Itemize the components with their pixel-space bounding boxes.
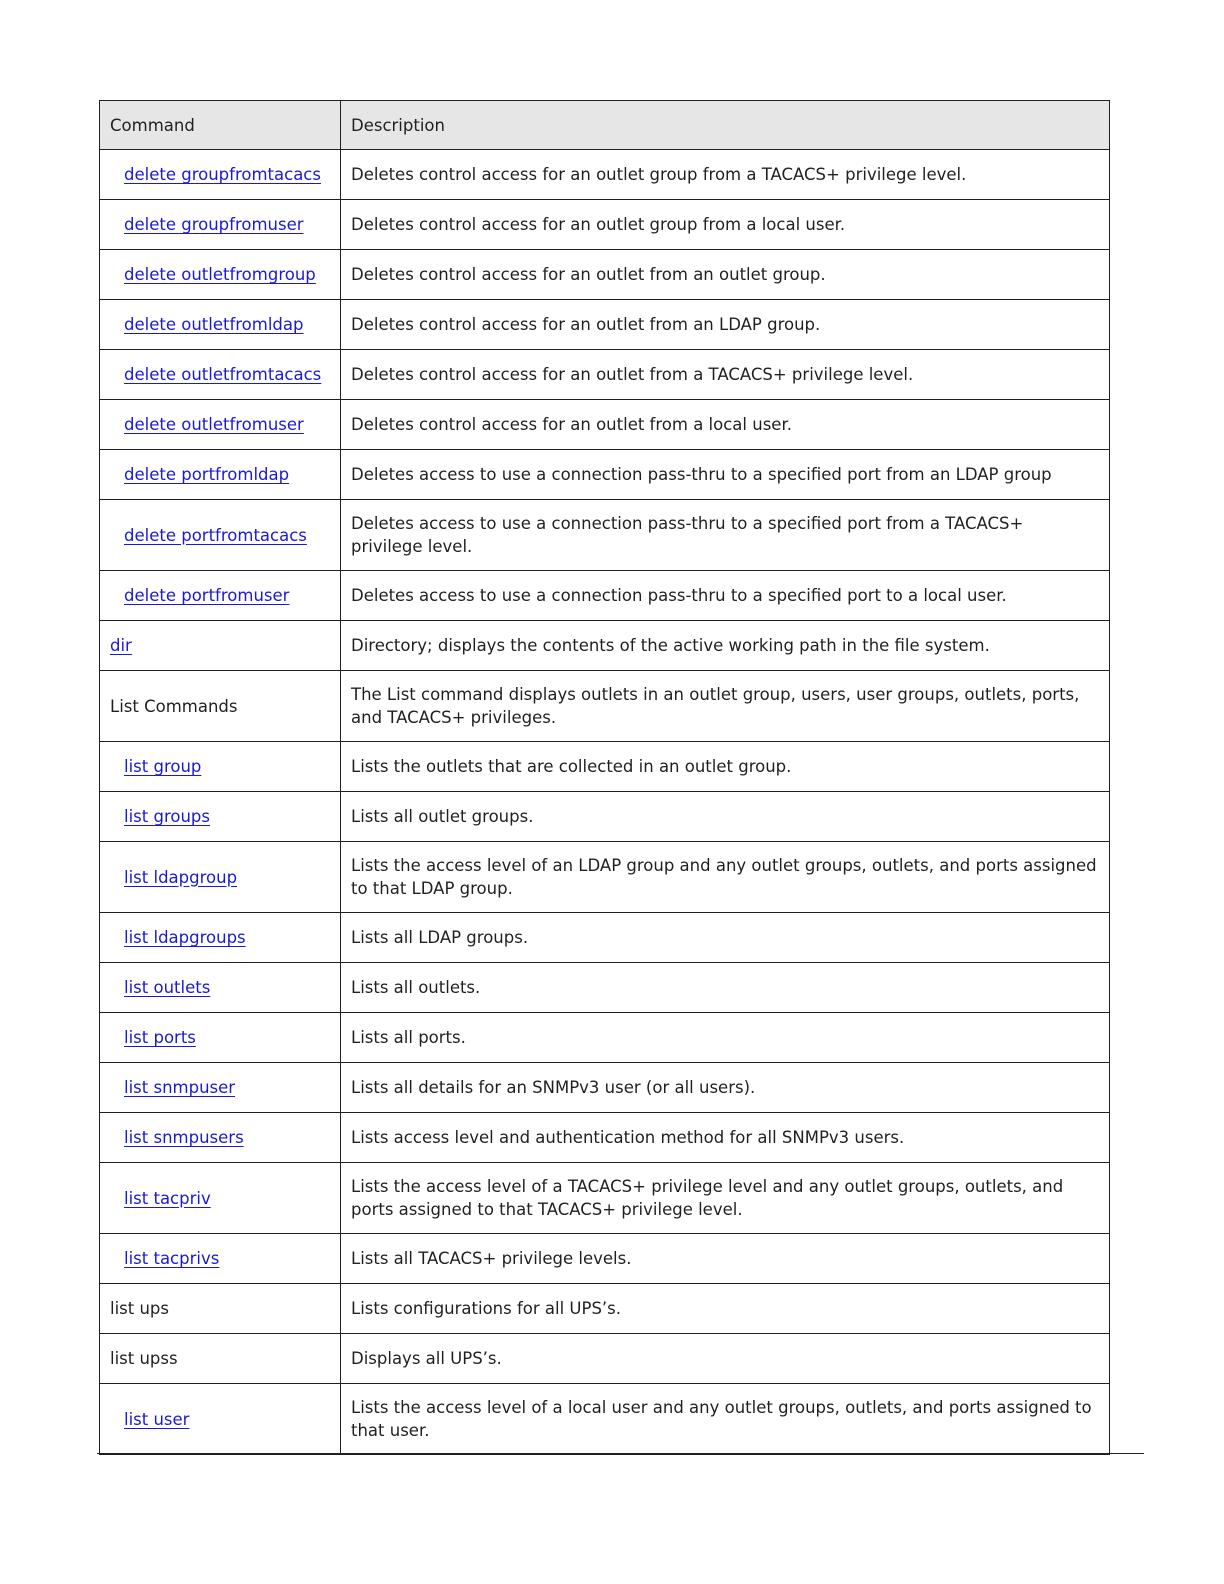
command-cell: [100, 500, 341, 571]
command-link[interactable]: list group: [124, 757, 202, 776]
description-cell: Lists the access level of a local user and any outlet groups, outlets, and ports assigned to that user.: [341, 1384, 1110, 1455]
command-link[interactable]: list snmpuser: [124, 1078, 236, 1097]
command-indent: [110, 926, 246, 949]
description-cell: Deletes control access for an outlet group from a TACACS+ privilege level.: [341, 150, 1110, 200]
command-indent: [110, 755, 201, 778]
command-indent: [110, 1187, 211, 1210]
command-cell: [100, 1334, 341, 1384]
command-indent: [110, 1408, 189, 1431]
command-link[interactable]: delete portfromldap: [124, 465, 290, 484]
command-link[interactable]: delete groupfromtacacs: [124, 165, 321, 184]
command-indent: [110, 163, 321, 186]
section-description: The List command displays outlets in an outlet group, users, user groups, outlets, ports, and TACACS+ privileges.: [341, 671, 1110, 742]
table-row: [100, 450, 1110, 500]
command-link[interactable]: list outlets: [124, 978, 211, 997]
description-cell: Lists access level and authentication method for all SNMPv3 users.: [341, 1113, 1110, 1163]
command-cell: [100, 1234, 341, 1284]
description-cell: Lists all details for an SNMPv3 user (or all users).: [341, 1063, 1110, 1113]
description-cell: Displays all UPS’s.: [341, 1334, 1110, 1384]
table-row: [100, 1384, 1110, 1455]
command-cell: [100, 250, 341, 300]
table-row: [100, 350, 1110, 400]
command-link[interactable]: list user: [124, 1409, 190, 1429]
description-cell: Deletes control access for an outlet group from a local user.: [341, 200, 1110, 250]
command-cell: [100, 792, 341, 842]
description-cell: Lists all TACACS+ privilege levels.: [341, 1234, 1110, 1284]
command-text: list ups: [110, 1299, 170, 1318]
table-row: [100, 200, 1110, 250]
description-cell: Lists all LDAP groups.: [341, 913, 1110, 963]
table-row: [100, 1063, 1110, 1113]
command-cell: [100, 913, 341, 963]
command-link[interactable]: list groups: [124, 807, 210, 826]
table-row: [100, 300, 1110, 350]
description-column-header: Description: [341, 101, 1110, 150]
command-table: [99, 100, 1110, 1455]
command-cell: [100, 571, 341, 621]
command-indent: [110, 584, 289, 607]
table-row: [100, 792, 1110, 842]
command-indent: [110, 1126, 244, 1149]
description-cell: Deletes access to use a connection pass-thru to a specified port from a TACACS+ privilege level.: [341, 500, 1110, 571]
description-cell: Directory; displays the contents of the active working path in the file system.: [341, 621, 1110, 671]
description-cell: Lists all outlets.: [341, 963, 1110, 1013]
command-cell: [100, 742, 341, 792]
command-cell: [100, 1284, 341, 1334]
table-row: [100, 842, 1110, 913]
footer-rule: [97, 1453, 1144, 1454]
table-row: [100, 742, 1110, 792]
command-indent: [110, 363, 321, 386]
command-link[interactable]: delete outletfromldap: [124, 315, 304, 334]
command-link[interactable]: list ports: [124, 1028, 196, 1047]
section-title: List Commands: [110, 696, 238, 716]
table-row: [100, 1284, 1110, 1334]
command-indent: [110, 413, 304, 436]
command-link[interactable]: list ldapgroup: [124, 867, 238, 887]
command-link[interactable]: list snmpusers: [124, 1128, 244, 1147]
table-row: [100, 250, 1110, 300]
command-cell: [100, 1384, 341, 1455]
table-row: [100, 1113, 1110, 1163]
command-column-header: Command: [100, 101, 341, 150]
command-text: list upss: [110, 1349, 178, 1368]
command-indent: [110, 524, 307, 547]
command-cell: [100, 1013, 341, 1063]
description-cell: Deletes control access for an outlet from an outlet group.: [341, 250, 1110, 300]
command-indent: [110, 263, 316, 286]
table-row: [100, 1234, 1110, 1284]
command-cell: [100, 1113, 341, 1163]
table-row: [100, 963, 1110, 1013]
table-row: [100, 913, 1110, 963]
description-cell: Lists configurations for all UPS’s.: [341, 1284, 1110, 1334]
command-cell: [100, 450, 341, 500]
table-row: [100, 621, 1110, 671]
command-link[interactable]: list ldapgroups: [124, 928, 246, 947]
command-indent: [110, 463, 289, 486]
command-link[interactable]: delete groupfromuser: [124, 215, 304, 234]
command-cell: [100, 350, 341, 400]
command-indent: [110, 1247, 219, 1270]
table-row: [100, 150, 1110, 200]
command-link[interactable]: list tacpriv: [124, 1188, 211, 1208]
description-cell: Deletes control access for an outlet from an LDAP group.: [341, 300, 1110, 350]
command-link[interactable]: delete outletfromtacacs: [124, 365, 322, 384]
command-indent: [110, 1026, 196, 1049]
command-indent: [110, 213, 304, 236]
command-indent: [110, 976, 210, 999]
description-cell: Lists the access level of an LDAP group and any outlet groups, outlets, and ports assigned to that LDAP group.: [341, 842, 1110, 913]
command-cell: [100, 671, 341, 742]
table-row: [100, 1013, 1110, 1063]
table-body: [100, 150, 1110, 1455]
command-cell: [100, 621, 341, 671]
section-header-row: [100, 671, 1110, 742]
command-cell: [100, 1063, 341, 1113]
table-row: [100, 1334, 1110, 1384]
command-cell: [100, 1163, 341, 1234]
description-cell: Deletes control access for an outlet from a local user.: [341, 400, 1110, 450]
command-link[interactable]: delete portfromuser: [124, 586, 290, 605]
description-cell: Deletes access to use a connection pass-thru to a specified port from an LDAP group: [341, 450, 1110, 500]
command-link[interactable]: list tacprivs: [124, 1249, 220, 1268]
table-row: [100, 571, 1110, 621]
table-row: [100, 1163, 1110, 1234]
command-link[interactable]: delete outletfromuser: [124, 415, 304, 434]
description-cell: Lists the outlets that are collected in an outlet group.: [341, 742, 1110, 792]
description-cell: Lists the access level of a TACACS+ privilege level and any outlet groups, outlets, and ports assigned to that TACACS+ privilege level.: [341, 1163, 1110, 1234]
command-indent: [110, 1076, 235, 1099]
table-row: [100, 500, 1110, 571]
table-header-row: [100, 101, 1110, 150]
command-indent: [110, 866, 237, 889]
description-cell: Lists all ports.: [341, 1013, 1110, 1063]
command-cell: [100, 842, 341, 913]
command-cell: [100, 150, 341, 200]
command-indent: [110, 805, 210, 828]
command-cell: [100, 300, 341, 350]
command-cell: [100, 963, 341, 1013]
description-cell: Deletes control access for an outlet from a TACACS+ privilege level.: [341, 350, 1110, 400]
command-cell: [100, 400, 341, 450]
command-indent: [110, 313, 304, 336]
command-link[interactable]: dir: [110, 636, 132, 655]
description-cell: Lists all outlet groups.: [341, 792, 1110, 842]
table-row: [100, 400, 1110, 450]
description-cell: Deletes access to use a connection pass-thru to a specified port to a local user.: [341, 571, 1110, 621]
command-link[interactable]: delete portfromtacacs: [124, 525, 307, 545]
command-link[interactable]: delete outletfromgroup: [124, 265, 316, 284]
command-cell: [100, 200, 341, 250]
